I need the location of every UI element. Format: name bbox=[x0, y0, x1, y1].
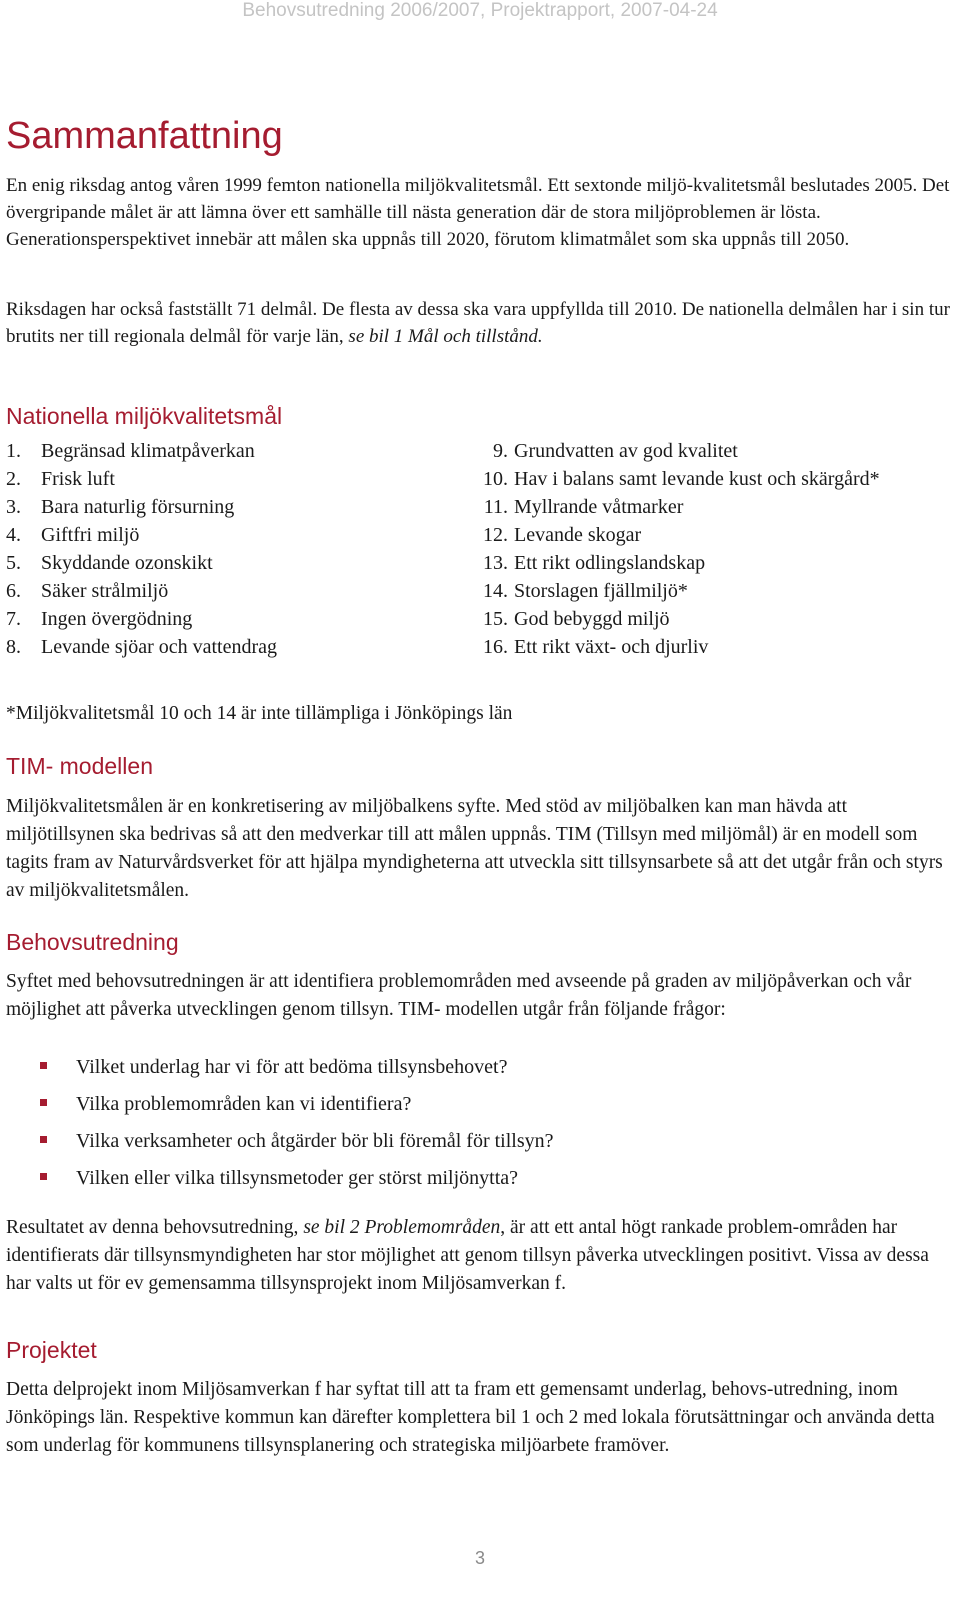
behov-paragraph: Syftet med behovsutredningen är att identifiera problemområden med avseende på graden av miljöpåverkan och vår möjlighet att påverka utvecklingen genom tillsyn. TIM- modellen utgår från följande frågor: bbox=[6, 971, 912, 1020]
projekt-paragraph: Detta delprojekt inom Miljösamverkan f har syftat till att ta fram ett gemensamt underlag, behovs-utredning, inom Jönköpings län. Respektive kommun kan därefter komplettera bil 1 och 2 med lokala förutsättningar och använda detta som underlag för kommunens tillsynsplanering och strategiska miljöarbete framöver. bbox=[6, 1379, 935, 1456]
intro-paragraph: En enig riksdag antog våren 1999 femton nationella miljökvalitetsmål. Ett sextonde miljö-kvalitetsmål beslutades 2005. Det övergripande målet är att lämna över ett samhälle till nästa generation där de stora miljöproblemen är lösta. Generationsperspektivet innebär att målen ska uppnås till 2020, förutom klimatmålet som ska uppnås till 2050. bbox=[6, 175, 950, 250]
tim-paragraph: Miljökvalitetsmålen är en konkretisering av miljöbalkens syfte. Med stöd av miljöbalken kan man hävda att miljötillsynen ska bedrivas så att den medverkar till att målen uppnås. TIM (Tillsyn med miljömål) är en modell som tagits fram av Naturvårdsverket för att hjälpa myndigheterna att utveckla sitt tillsynsarbete så att det utgår från och styrs av miljökvalitetsmålen. bbox=[6, 796, 943, 901]
goal-item: 4. Giftfri miljö bbox=[6, 524, 140, 546]
goal-item: 15. God bebyggd miljö bbox=[483, 608, 670, 630]
goal-item: 8. Levande sjöar och vattendrag bbox=[6, 636, 278, 658]
intro-text: Riksdagen har också fastställt 71 delmål. De flesta av dessa ska vara uppfyllda till 2010. De nationella delmålen har i sin tur brutits ner till regionala delmål för varje län, bbox=[6, 299, 950, 347]
page-number: 3 bbox=[474, 1548, 485, 1568]
goals-list bbox=[6, 437, 950, 661]
bullet-square-icon bbox=[40, 1062, 47, 1069]
goal-item: 3. Bara naturlig försurning bbox=[6, 496, 235, 518]
goal-item: 5. Skyddande ozonskikt bbox=[6, 552, 213, 574]
goal-item: 13. Ett rikt odlingslandskap bbox=[483, 552, 706, 574]
question-item: Vilka verksamheter och åtgärder bör bli föremål för tillsyn? bbox=[6, 1127, 950, 1164]
goal-item: 14. Storslagen fjällmiljö* bbox=[483, 580, 688, 602]
bullet-square-icon bbox=[40, 1099, 47, 1106]
question-item: Vilken eller vilka tillsynsmetoder ger störst miljönytta? bbox=[6, 1164, 950, 1201]
goals-footnote: *Miljökvalitetsmål 10 och 14 är inte tillämpliga i Jönköpings län bbox=[6, 703, 513, 724]
goal-item: 7. Ingen övergödning bbox=[6, 608, 193, 630]
question-item: Vilket underlag har vi för att bedöma tillsynsbehovet? bbox=[6, 1053, 950, 1090]
page-title: Sammanfattning bbox=[6, 115, 283, 157]
running-header: Behovsutredning 2006/2007, Projektrapport, 2007-04-24 bbox=[242, 0, 718, 21]
tim-heading: TIM- modellen bbox=[6, 753, 153, 779]
result-paragraph: Resultatet av denna behovsutredning, se bil 2 Problemområden, är att ett antal högt rankade problem-områden har identifierats där tillsynsmyndigheten har stor möjlighet att genom tillsyn påverka utvecklingen positivt. Vissa av dessa har valts ut för ev gemensamma tillsynsprojekt inom Miljösamverkan f. bbox=[6, 1217, 929, 1294]
question-item: Vilka problemområden kan vi identifiera? bbox=[6, 1090, 950, 1127]
goals-heading: Nationella miljökvalitetsmål bbox=[6, 403, 283, 429]
question-list bbox=[6, 1053, 950, 1201]
projekt-heading: Projektet bbox=[6, 1337, 97, 1363]
goal-item: 10. Hav i balans samt levande kust och skärgård* bbox=[483, 468, 880, 490]
goals-column-left bbox=[6, 437, 446, 661]
bullet-square-icon bbox=[40, 1173, 47, 1180]
goal-item: 9. Grundvatten av god kvalitet bbox=[493, 440, 738, 462]
goal-item: 16. Ett rikt växt- och djurliv bbox=[483, 636, 709, 658]
goals-column-right bbox=[472, 437, 952, 661]
intro-paragraph-2 bbox=[6, 296, 950, 350]
appendix-reference: se bil 2 Problemområden bbox=[303, 1217, 501, 1238]
goal-item: 2. Frisk luft bbox=[6, 468, 115, 490]
goal-item: 1. Begränsad klimatpåverkan bbox=[6, 440, 255, 462]
appendix-reference: se bil 1 Mål och tillstånd. bbox=[348, 326, 543, 347]
goal-item: 6. Säker strålmiljö bbox=[6, 580, 169, 602]
bullet-square-icon bbox=[40, 1136, 47, 1143]
behov-heading: Behovsutredning bbox=[6, 929, 179, 955]
goal-item: 11. Myllrande våtmarker bbox=[483, 496, 684, 518]
goal-item: 12. Levande skogar bbox=[483, 524, 642, 546]
